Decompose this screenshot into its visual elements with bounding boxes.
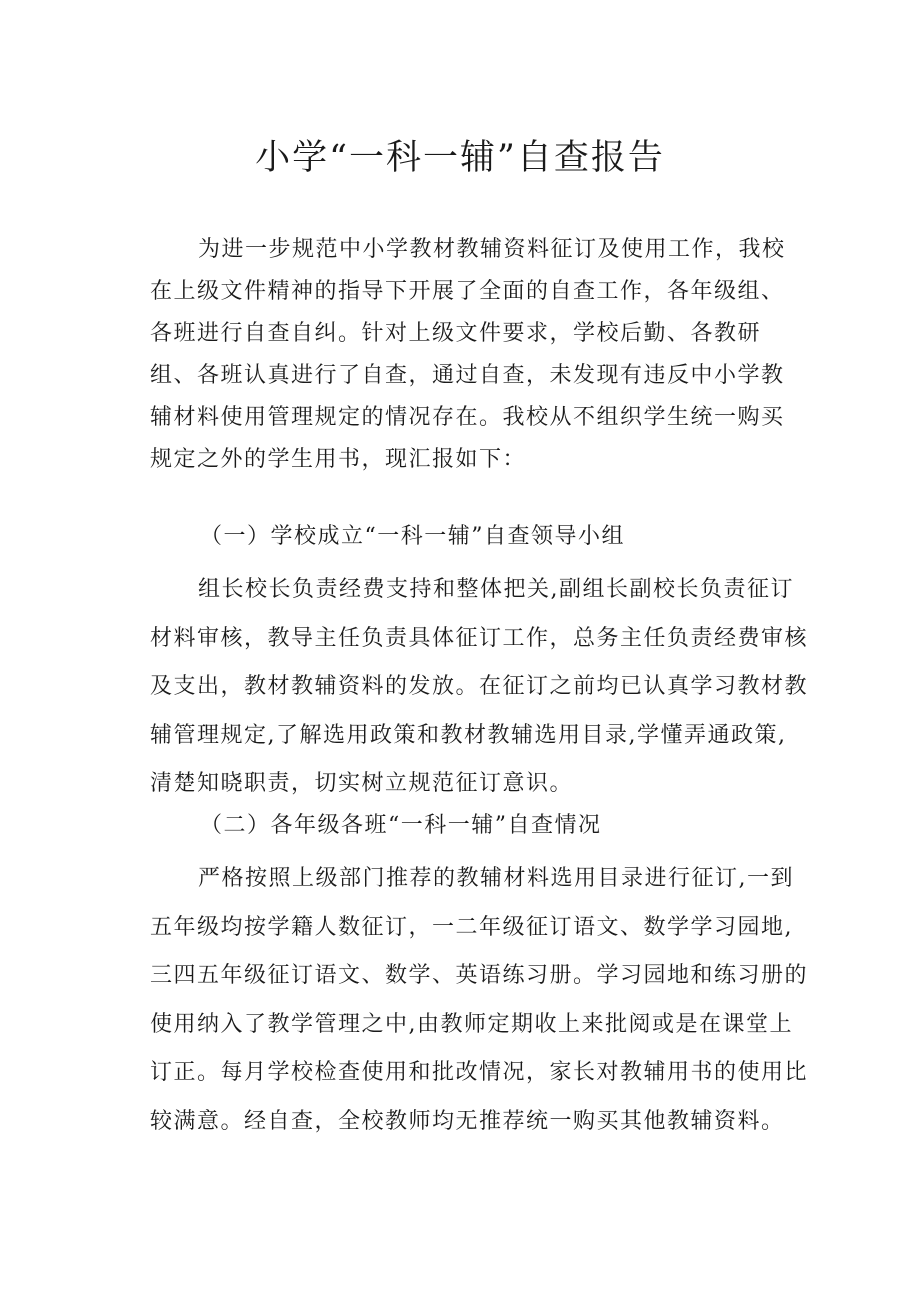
section1-line: 材料审核，教导主任负责具体征订工作，总务主任负责经费审核 [150, 625, 809, 651]
section1-heading: （一）学校成立“一科一辅”自查领导小组 [200, 524, 625, 549]
intro-line: 在上级文件精神的指导下开展了全面的自查工作，各年级组、 [150, 279, 785, 304]
document-title: 小学“一科一辅”自查报告 [255, 138, 665, 178]
section1-line: 辅管理规定,了解选用政策和教材教辅选用目录,学懂弄通政策, [150, 722, 787, 748]
section1-line: 组长校长负责经费支持和整体把关,副组长副校长负责征订 [198, 577, 794, 602]
intro-line: 规定之外的学生用书，现汇报如下： [150, 447, 527, 472]
section2-line: 订正。每月学校检查使用和批改情况，家长对教辅用书的使用比 [150, 1060, 809, 1085]
section2-paragraph [150, 855, 809, 1146]
section2-line: 三四五年级征订语文、数学、英语练习册。学习园地和练习册的 [150, 963, 809, 988]
intro-paragraph [150, 229, 790, 481]
section2-line: 严格按照上级部门推荐的教辅材料选用目录进行征订,一到 [198, 866, 794, 891]
section1-line: 及支出，教材教辅资料的发放。在征订之前均已认真学习教材教 [150, 674, 809, 699]
section2-line: 较满意。经自查，全校教师均无推荐统一购买其他教辅资料。 [150, 1108, 785, 1134]
section2-line: 五年级均按学籍人数征订，一二年级征订语文、数学学习园地, [150, 914, 793, 940]
intro-line: 组、各班认真进行了自查，通过自查，未发现有违反中小学教 [150, 363, 785, 388]
section1-paragraph [150, 566, 809, 809]
section2-heading: （二）各年级各班“一科一辅”自查情况 [200, 813, 602, 838]
intro-line: 各班进行自查自纠。针对上级文件要求，学校后勤、各教研 [150, 321, 762, 346]
intro-line: 辅材料使用管理规定的情况存在。我校从不组织学生统一购买 [150, 405, 785, 430]
section1-line: 清楚知晓职责，切实树立规范征订意识。 [150, 771, 574, 796]
intro-line: 为进一步规范中小学教材教辅资料征订及使用工作，我校 [198, 237, 786, 262]
section2-line: 使用纳入了教学管理之中,由教师定期收上来批阅或是在课堂上 [150, 1011, 793, 1037]
